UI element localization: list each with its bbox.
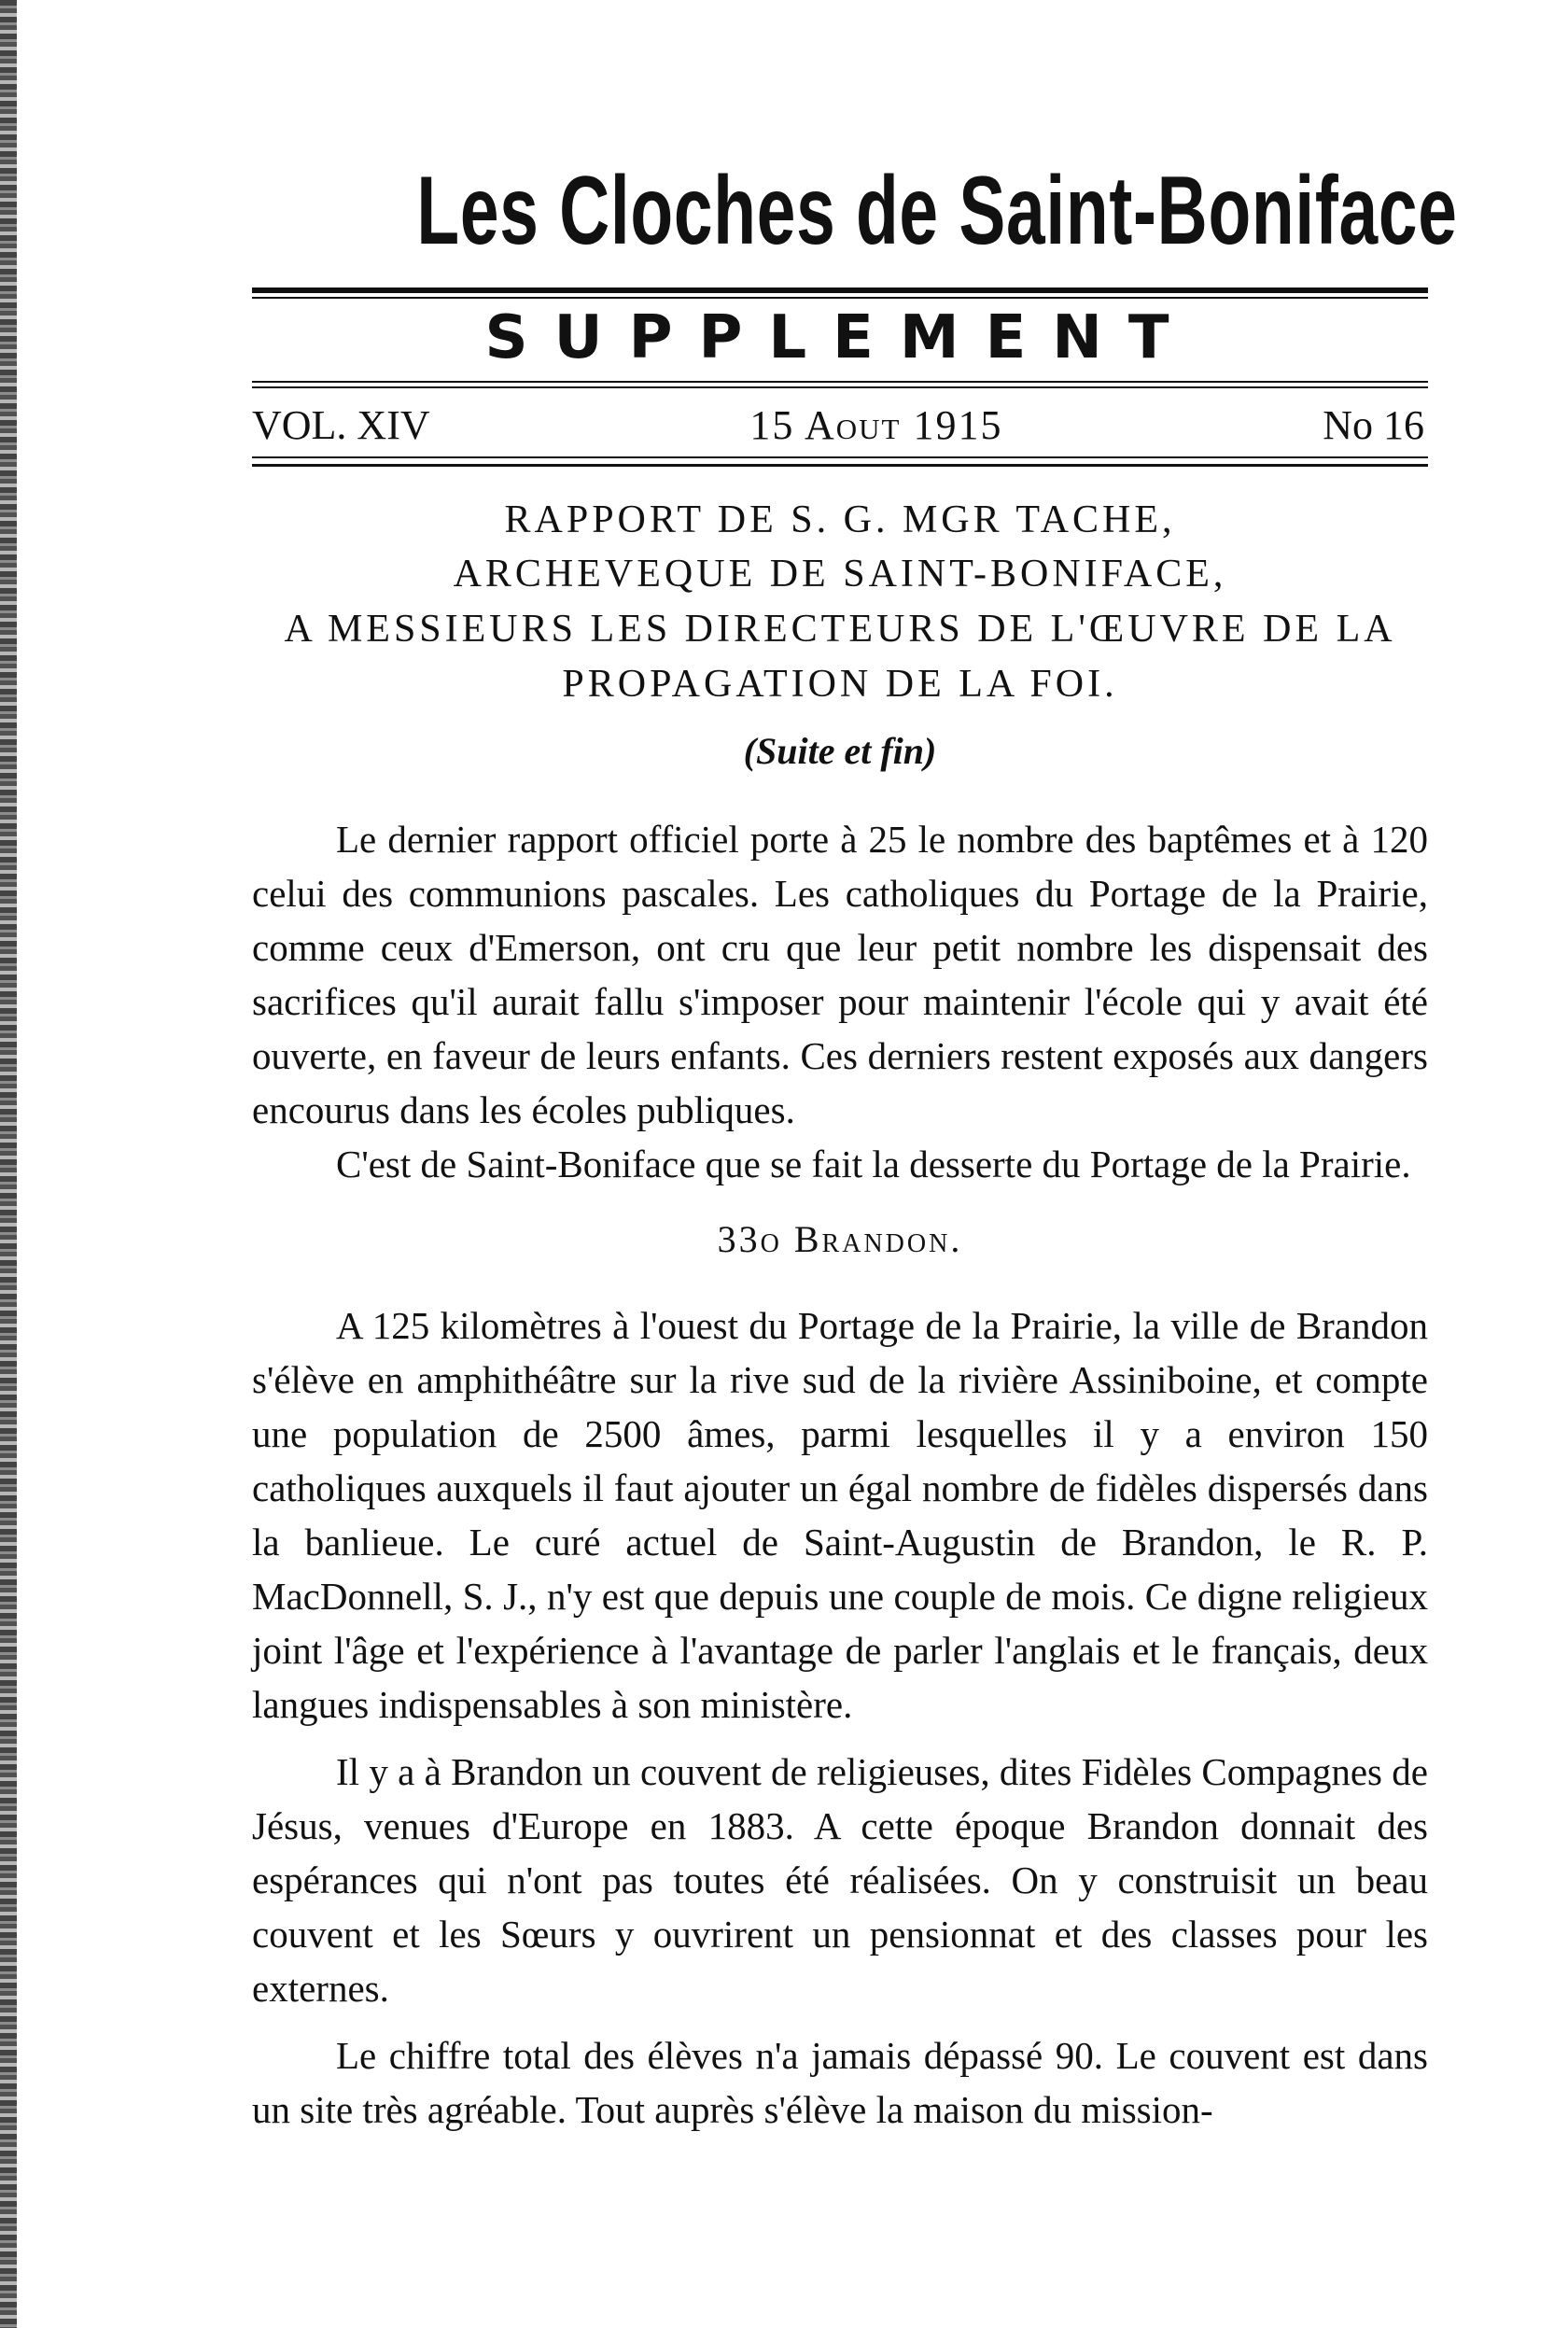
- issue-number: No 16: [1323, 401, 1424, 448]
- body-paragraph: Le chiffre total des élèves n'a jamais dépassé 90. Le couvent est dans un site très agréable. Tout auprès s'élève la maison du mission-: [252, 2033, 1428, 2131]
- dateline-rule-top: [252, 456, 1428, 458]
- supplement-banner: SUPPLEMENT: [484, 303, 1196, 372]
- body-paragraph: A 125 kilomètres à l'ouest du Portage de la Prairie, la ville de Brandon s'élève en amphithéâtre sur la rive sud de la rivière Assiniboine, et compte une population de 2500 âmes, parmi lesquelles il y a environ 150 catholiques auxquels il faut ajouter un égal nombre de fidèles dispersés dans la banlieue. Le curé actuel de Saint-Augustin de Brandon, le R. P. MacDonnell, S. J., n'y est que depuis une couple de mois. Ce digne religieux joint l'âge et l'expérience à l'avantage de parler l'anglais et le français, deux langues indispensables à son ministère.: [252, 1303, 1428, 1726]
- volume-label: VOL. XIV: [252, 401, 430, 448]
- masthead-rule-thin: [252, 297, 1428, 299]
- dateline-rule-bottom: [252, 464, 1428, 467]
- headline-line: PROPAGATION DE LA FOI.: [562, 662, 1118, 706]
- headline-line: A MESSIEURS LES DIRECTEURS DE L'ŒUVRE DE LA: [284, 608, 1396, 652]
- newspaper-page: [252, 140, 1458, 2137]
- masthead-rule-thick: [252, 287, 1428, 293]
- dateline: [252, 388, 1428, 453]
- supplement-rule-top: [252, 381, 1428, 383]
- body-paragraph: Le dernier rapport officiel porte à 25 le nombre des baptêmes et à 120 celui des communions pascales. Les catholiques du Portage de la Prairie, comme ceux d'Emerson, ont cru que leur petit nombre les dispensait des sacrifices qu'il aurait fallu s'imposer pour maintenir l'école qui y avait été ouverte, en faveur de leurs enfants. Ces derniers restent exposés aux dangers encourus dans les écoles publiques.: [252, 817, 1428, 1131]
- body-paragraph: Il y a à Brandon un couvent de religieuses, dites Fidèles Compagnes de Jésus, venues d'Europe en 1883. A cette époque Brandon donnait des espérances qui n'ont pas toutes été réalisées. On y construisit un beau couvent et les Sœurs y ouvrirent un pensionnat et des classes pour les externes.: [252, 1749, 1428, 2010]
- article-subtitle: (Suite et fin): [743, 729, 937, 772]
- issue-date: 15 Aout 1915: [749, 401, 1003, 448]
- article-headline: [252, 493, 1428, 712]
- masthead-title: Les Cloches de Saint-Boniface: [416, 157, 1458, 265]
- scanned-page-edge: [0, 0, 17, 2328]
- headline-line: ARCHEVEQUE DE SAINT-BONIFACE,: [453, 553, 1227, 596]
- section-heading: 33o Brandon.: [717, 1217, 963, 1260]
- body-paragraph: C'est de Saint-Boniface que se fait la desserte du Portage de la Prairie.: [336, 1142, 1411, 1185]
- headline-line: RAPPORT DE S. G. MGR TACHE,: [504, 498, 1176, 541]
